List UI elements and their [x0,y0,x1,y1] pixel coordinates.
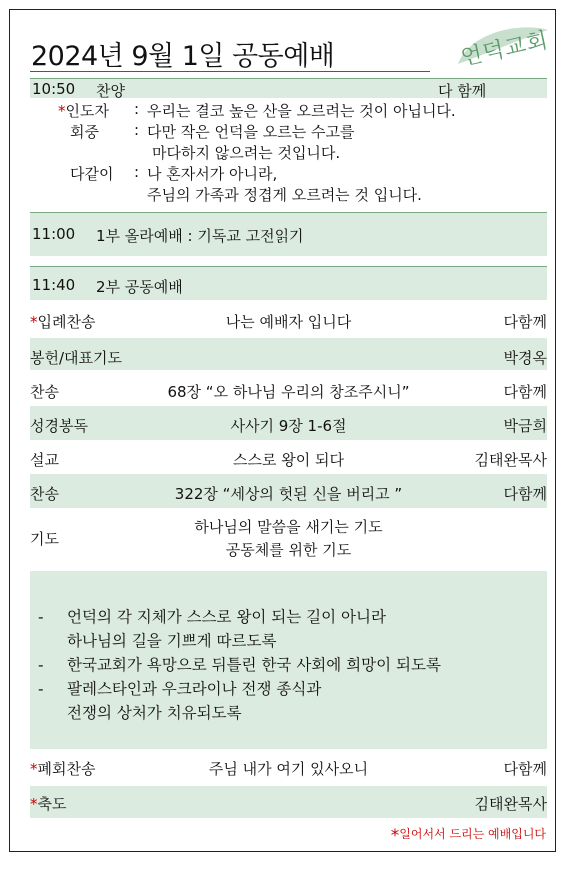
footnote [391,825,546,846]
order-row [30,306,547,336]
opening-label: 찬양 [96,82,125,100]
reading-role: 회중 [70,123,99,141]
order-item-label: 설교 [30,451,59,469]
service1-text: 1부 올라예배 : 기독교 고전읽기 [96,227,304,245]
reading-sep: : [134,100,140,118]
reading-line [58,100,109,121]
stand-mark: * [30,760,38,778]
service2-text: 2부 공동예배 [96,278,183,296]
order-content: 322장 “세상의 헛된 신을 버리고 ” [174,485,403,503]
topic-dash: - [38,656,44,674]
order-item-label: 찬송 [30,485,59,503]
topic-text: 한국교회가 욕망으로 뒤틀린 한국 사회에 희망이 되도록 [67,656,441,674]
service2-time: 11:40 [32,276,76,294]
order-content: 사사기 9장 1-6절 [230,417,347,435]
reading-sep: : [134,163,140,181]
order-leader: 다함께 [503,383,547,401]
stand-mark: * [30,313,38,331]
prayer-topic [38,653,441,675]
prayer-topic [38,629,276,651]
topic-text: 팔레스타인과 우크라이나 전쟁 종식과 [67,680,322,698]
closing-row [30,786,547,818]
prayer-topic [38,677,321,699]
reading-text: 나 혼자서가 아니라, [147,165,278,183]
closing-leader: 다함께 [503,760,547,778]
reading-text: 마다하지 않으려는 것입니다. [152,144,341,162]
reading-text: 다만 작은 언덕을 오르는 수고를 [147,123,355,141]
topic-dash: - [38,680,44,698]
prayer-line2: 공동체를 위한 기도 [225,541,352,559]
reading-text: 주님의 가족과 정겹게 오르려는 것 입니다. [147,186,422,204]
topic-text: 언덕의 각 지체가 스스로 왕이 되는 길이 아니라 [67,608,386,626]
order-leader: 박경옥 [503,349,547,367]
stand-mark: * [58,102,66,120]
prayer-topic [38,605,386,627]
prayer-line1: 하나님의 말씀을 새기는 기도 [194,518,383,536]
topic-dash: - [38,608,44,626]
reading-role: 다같이 [70,165,114,183]
service1-time: 11:00 [32,225,76,243]
order-row [30,338,547,370]
prayer-label: 기도 [30,530,59,548]
opening-leader: 다 함께 [438,82,487,100]
order-row [30,406,547,440]
service1-band [30,212,547,256]
order-row [30,372,547,406]
closing-item-label: 폐회찬송 [37,760,96,778]
logo-text: 언덕교회 [458,27,552,71]
reading-role: 인도자 [65,102,109,120]
opening-time: 10:50 [32,80,76,98]
topic-text: 전쟁의 상처가 치유되도록 [67,704,242,722]
order-item-label: 입례찬송 [37,313,96,331]
stand-mark: * [390,826,400,846]
footnote-text: 일어서서 드리는 예배입니다 [399,827,546,841]
closing-item-label: 축도 [37,795,67,813]
opening-band [30,78,547,98]
order-item-label: 찬송 [30,383,59,401]
closing-leader: 김태완목사 [474,795,547,813]
prayer-topic [38,701,242,723]
prayer-row [30,510,547,566]
title-underline [30,71,430,72]
closing-item [30,793,66,814]
prayer-topics-box [30,571,547,749]
responsive-reading [30,100,547,214]
order-leader: 김태완목사 [474,451,547,469]
order-item-label: 성경봉독 [30,417,88,435]
reading-sep: : [134,121,140,139]
order-row [30,474,547,508]
header [10,10,555,78]
order-leader: 다함께 [503,485,547,503]
order-content: 스스로 왕이 되다 [233,451,344,469]
service2-band [30,266,547,300]
order-item-label: 봉헌/대표기도 [30,349,122,367]
order-leader: 다함께 [503,313,547,331]
closing-content: 주님 내가 여기 있사오니 [208,760,369,778]
page-title: 2024년 9월 1일 공동예배 [31,41,335,72]
order-leader: 박금희 [503,417,547,435]
stand-mark: * [30,795,38,813]
bulletin-frame [9,9,556,852]
closing-row [30,754,547,784]
reading-text: 우리는 결코 높은 산을 오르려는 것이 아닙니다. [147,102,456,120]
order-row [30,440,547,474]
order-content: 68장 “오 하나님 우리의 창조주시니” [167,383,410,401]
order-content: 나는 예배자 입니다 [225,313,352,331]
topic-text: 하나님의 길을 기쁘게 따르도록 [67,632,277,650]
